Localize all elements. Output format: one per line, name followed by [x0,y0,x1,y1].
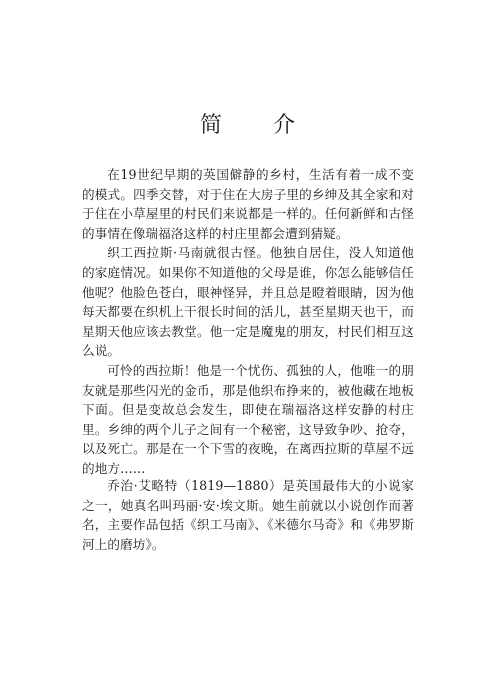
synopsis-paragraph-3: 可怜的西拉斯！他是一个忧伤、孤独的人，他唯一的朋友就是那些闪光的金币，那是他织布挣来的，被他藏在地板下面。但是变故总会发生，即使在瑞福洛这样安静的村庄里。乡绅的两个儿子之间有一个秘密，这导致争吵、抢夺，以及死亡。那是在一个下雪的夜晚，在离西拉斯的草屋不远的地方…… [82,362,414,476]
author-paragraph: 乔治·艾略特（1819—1880）是英国最伟大的小说家之一，她真名叫玛丽·安·埃文斯。她生前就以小说创作而著名，主要作品包括《织工马南》、《米德尔马奇》和《弗罗斯河上的磨坊》。 [82,478,414,552]
synopsis-paragraph-2: 织工西拉斯·马南就很古怪。他独自居住，没人知道他的家庭情况。如果你不知道他的父母是谁，你怎么能够信任他呢？他脸色苍白，眼神怪异，并且总是瞪着眼睛，因为他每天都要在织机上干很长时间的活儿，甚至星期天也干，而星期天他应该去教堂。他一定是魔鬼的朋友，村民们相互这么说。 [82,245,414,359]
author-section [82,476,414,554]
page-title: 简 介 [200,113,317,138]
synopsis-section [82,165,414,479]
synopsis-paragraph-1: 在19世纪早期的英国僻静的乡村，生活有着一成不变的模式。四季交替，对于住在大房子里的乡绅及其全家和对于住在小草屋里的村民们来说都是一样的。任何新鲜和古怪的事情在像瑞福洛这样的村庄里都会遭到猜疑。 [82,167,414,241]
